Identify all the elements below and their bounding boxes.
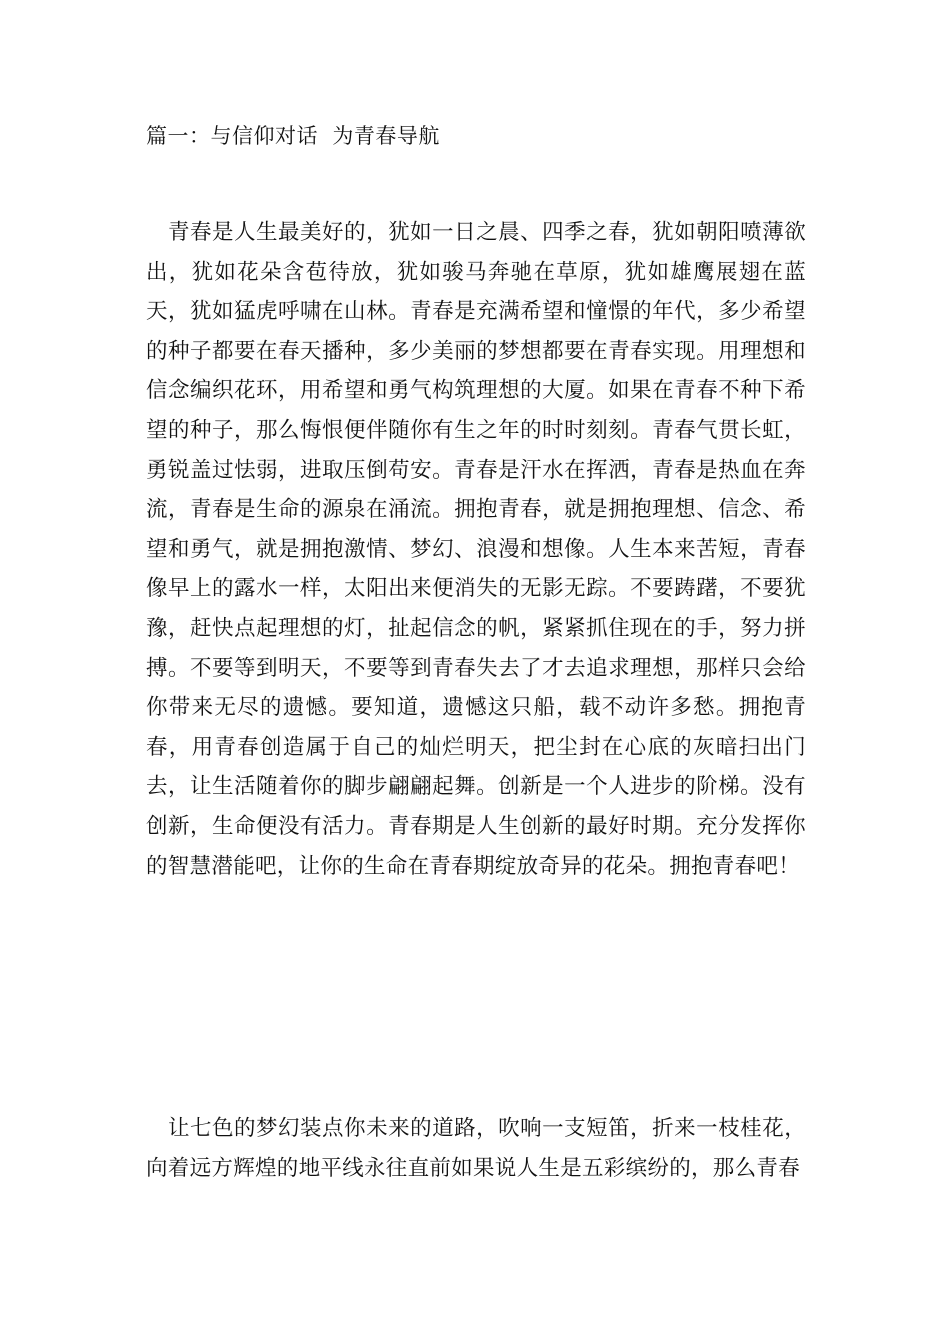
paragraph: 让七色的梦幻装点你未来的道路，吹响一支短笛，折来一枝桂花，向着远方辉煌的地平线永往直前如果说人生是五彩缤纷的，那么青春 [146,1116,806,1181]
document-title: 篇一：与信仰对话 为青春导航 [146,124,440,148]
paragraph: 青春是人生最美好的，犹如一日之晨、四季之春，犹如朝阳喷薄欲出，犹如花朵含苞待放，犹如骏马奔驰在草原，犹如雄鹰展翅在蓝天，犹如猛虎呼啸在山林。青春是充满希望和憧憬的年代，多少希望的种子都要在春天播种，多少美丽的梦想都要在青春实现。用理想和信念编织花环，用希望和勇气构筑理想的大厦。如果在青春不种下希望的种子，那么悔恨便伴随你有生之年的时时刻刻。青春气贯长虹，勇锐盖过怯弱，进取压倒苟安。青春是汗水在挥洒，青春是热血在奔流，青春是生命的源泉在涌流。拥抱青春，就是拥抱理想、信念、希望和勇气，就是拥抱激情、梦幻、浪漫和想像。人生本来苦短，青春像早上的露水一样，太阳出来便消失的无影无踪。不要踌躇，不要犹豫，赶快点起理想的灯，扯起信念的帆，紧紧抓住现在的手，努力拼搏。不要等到明天，不要等到青春失去了才去追求理想，那样只会给你带来无尽的遗憾。要知道，遗憾这只船，载不动许多愁。拥抱青春，用青春创造属于自己的灿烂明天，把尘封在心底的灰暗扫出门去，让生活随着你的脚步翩翩起舞。创新是一个人进步的阶梯。没有创新，生命便没有活力。青春期是人生创新的最好时期。充分发挥你的智慧潜能吧，让你的生命在青春期绽放奇异的花朵。拥抱青春吧！ [146,220,806,879]
